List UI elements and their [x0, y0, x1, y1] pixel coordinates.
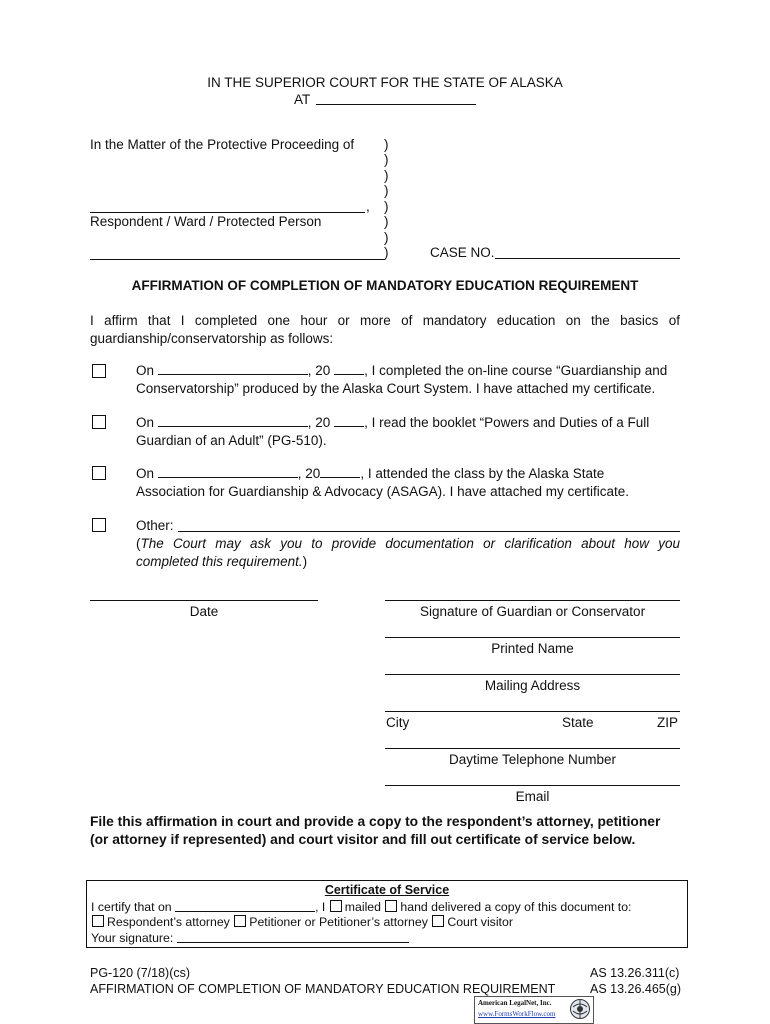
- caption-comma: ,: [366, 199, 370, 214]
- logo-company: American LegalNet, Inc.: [478, 999, 552, 1007]
- option-booklet-text: , I read the booklet “Powers and Duties of a Full: [364, 415, 650, 430]
- caption-paren: ): [384, 214, 389, 229]
- on-label: On: [136, 415, 155, 430]
- city-state-zip-field[interactable]: [385, 711, 680, 712]
- option-online-line2: Conservatorship” produced by the Alaska Court System. I have attached my certificate.: [136, 381, 656, 396]
- option-booklet-line1: [136, 415, 649, 430]
- mailing-address-field[interactable]: [385, 674, 680, 675]
- option-class-date-field[interactable]: [158, 477, 298, 478]
- court-visitor-checkbox[interactable]: [432, 915, 444, 927]
- caption-paren: ): [384, 152, 389, 167]
- option-class-line2: Association for Guardianship & Advocacy (ASAGA). I have attached my certificate.: [136, 484, 629, 499]
- court-visitor-label: Court visitor: [447, 915, 513, 929]
- state-label: State: [562, 715, 594, 730]
- caption-paren: ): [384, 245, 389, 260]
- option-class-checkbox[interactable]: [92, 466, 106, 480]
- other-note: [136, 535, 680, 571]
- court-heading: IN THE SUPERIOR COURT FOR THE STATE OF ALASKA: [207, 75, 563, 90]
- other-note-text: The Court may ask you to provide documentation or clarification about how you completed this requirement.: [136, 536, 680, 569]
- respondent-attorney-checkbox[interactable]: [92, 915, 104, 927]
- caption-paren: ): [384, 199, 389, 214]
- mailed-checkbox[interactable]: [330, 900, 342, 912]
- your-signature-row: [91, 931, 409, 945]
- certificate-date-field[interactable]: [175, 900, 315, 912]
- intro-text: I affirm that I completed one hour or more of mandatory education on the basics of guardianship/conservatorship as follows:: [90, 313, 680, 346]
- file-instructions: File this affirmation in court and provide a copy to the respondent’s attorney, petitioner (or attorney if represented) and court visitor and fill out certificate of service below.: [90, 814, 661, 847]
- date-label: Date: [189, 604, 219, 619]
- footer-form-title: AFFIRMATION OF COMPLETION OF MANDATORY EDUCATION REQUIREMENT: [90, 982, 556, 996]
- option-booklet-date-field[interactable]: [158, 426, 308, 427]
- logo-url: www.FormsWorkFlow.com: [478, 1010, 556, 1018]
- at-label: AT: [294, 92, 311, 107]
- option-online-line1: [136, 363, 667, 378]
- note-open-paren: (: [136, 536, 141, 551]
- form-code: PG-120 (7/18)(cs): [90, 966, 191, 980]
- your-signature-label: Your signature:: [91, 931, 174, 945]
- recipients-row: [91, 915, 513, 929]
- year-label: , 20: [307, 363, 331, 378]
- option-other-checkbox[interactable]: [92, 518, 106, 532]
- caption-paren: ): [384, 168, 389, 183]
- form-title: AFFIRMATION OF COMPLETION OF MANDATORY EDUCATION REQUIREMENT: [131, 278, 639, 293]
- respondent-label: Respondent / Ward / Protected Person: [90, 214, 322, 229]
- option-booklet-checkbox[interactable]: [92, 415, 106, 429]
- at-location-field[interactable]: [316, 104, 476, 105]
- statute-ref-2: AS 13.26.465(g): [590, 982, 682, 996]
- option-online-text: , I completed the on-line course “Guardianship and: [364, 363, 668, 378]
- caption-bottom-line: [90, 259, 385, 260]
- certificate-title: Certificate of Service: [324, 883, 450, 897]
- option-booklet-line2: Guardian of an Adult” (PG-510).: [136, 433, 327, 448]
- option-online-checkbox[interactable]: [92, 364, 106, 378]
- on-label: On: [136, 363, 155, 378]
- certify-i-label: , I: [315, 900, 326, 914]
- certificate-of-service: [86, 880, 688, 948]
- option-online-year-field[interactable]: [334, 374, 364, 375]
- certify-row: [91, 900, 631, 914]
- respondent-name-field[interactable]: [90, 212, 365, 213]
- matter-label: In the Matter of the Protective Proceeding of: [90, 137, 355, 152]
- case-no-field[interactable]: [495, 258, 680, 259]
- option-class-line1: [136, 466, 604, 481]
- petitioner-checkbox[interactable]: [234, 915, 246, 927]
- email-field[interactable]: [385, 785, 680, 786]
- hand-delivered-checkbox[interactable]: [385, 900, 397, 912]
- case-no-label: CASE NO.: [430, 245, 495, 260]
- other-description-field[interactable]: [178, 531, 680, 532]
- date-field[interactable]: [90, 600, 318, 601]
- petitioner-label: Petitioner or Petitioner’s attorney: [249, 915, 428, 929]
- on-label: On: [136, 466, 155, 481]
- caption-paren: ): [384, 230, 389, 245]
- option-online-date-field[interactable]: [158, 374, 308, 375]
- other-label: Other:: [136, 518, 174, 533]
- caption-paren: ): [384, 137, 389, 152]
- year-label: , 20: [307, 415, 331, 430]
- mailed-label: mailed: [344, 900, 381, 914]
- option-class-year-field[interactable]: [320, 477, 360, 478]
- option-class-text: , I attended the class by the Alaska State: [360, 466, 605, 481]
- certify-label: I certify that on: [91, 900, 172, 914]
- city-label: City: [386, 715, 410, 730]
- email-label: Email: [515, 789, 550, 804]
- signature-label: Signature of Guardian or Conservator: [419, 604, 646, 619]
- year-label: , 20: [297, 466, 321, 481]
- printed-name-field[interactable]: [385, 637, 680, 638]
- respondent-attorney-label: Respondent’s attorney: [107, 915, 230, 929]
- signature-field[interactable]: [385, 600, 680, 601]
- americanlegalnet-logo: [474, 996, 594, 1024]
- statute-ref-1: AS 13.26.311(c): [590, 966, 680, 980]
- printed-name-label: Printed Name: [491, 641, 574, 656]
- phone-field[interactable]: [385, 748, 680, 749]
- option-booklet-year-field[interactable]: [334, 426, 364, 427]
- zip-label: ZIP: [657, 715, 679, 730]
- logo-globe-icon: [569, 998, 591, 1020]
- caption-paren: ): [384, 183, 389, 198]
- your-signature-field[interactable]: [177, 931, 409, 943]
- note-close-paren: ): [302, 554, 308, 569]
- hand-delivered-label: hand delivered a copy of this document to:: [400, 900, 632, 914]
- mailing-address-label: Mailing Address: [484, 678, 581, 693]
- phone-label: Daytime Telephone Number: [448, 752, 617, 767]
